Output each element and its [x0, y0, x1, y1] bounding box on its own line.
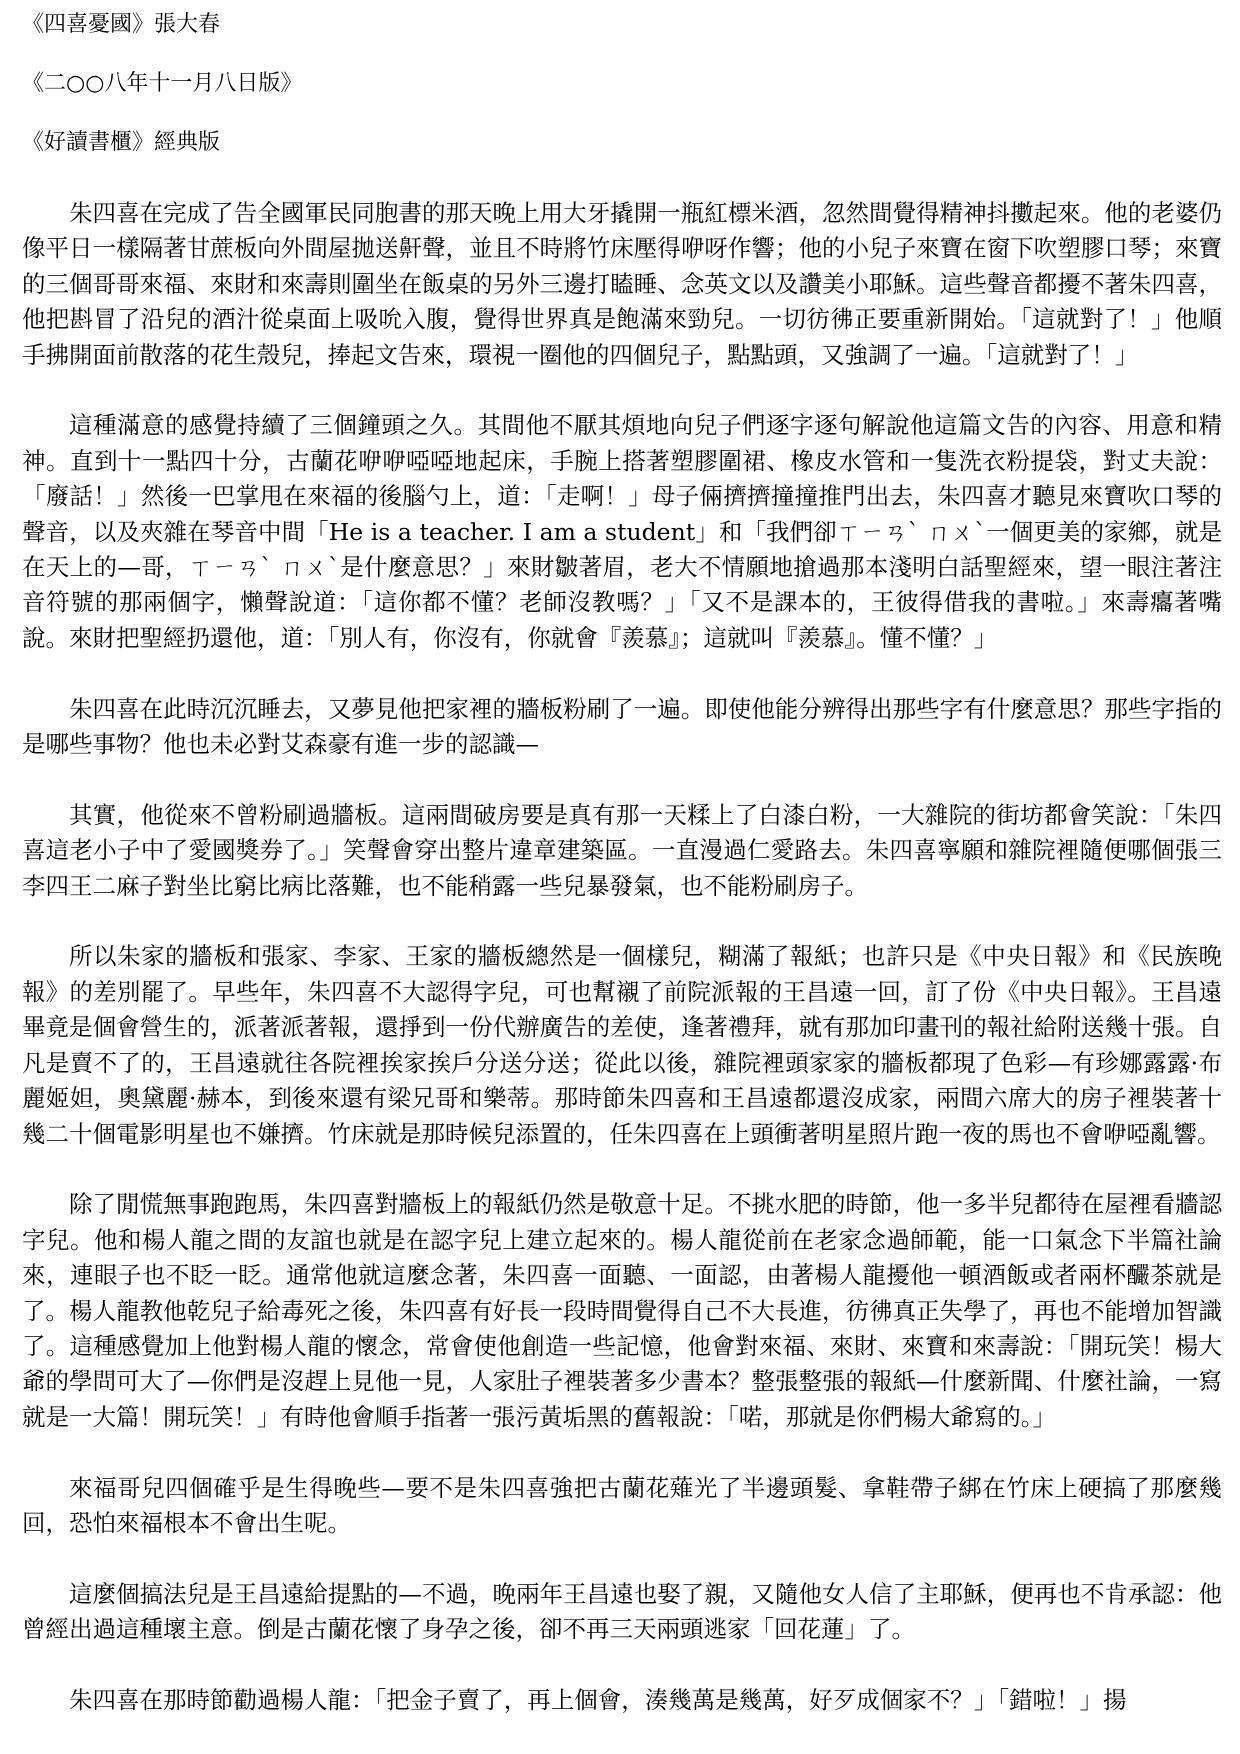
- source-line: 《好讀書櫃》經典版: [22, 130, 221, 155]
- paragraph: 其實，他從來不曾粉刷過牆板。這兩間破房要是真有那一天糅上了白漆白粉，一大雜院的街坊都會笑說：「朱四喜這老小子中了愛國獎券了。」笑聲會穿出整片違章建築區。一直漫過仁愛路去。朱四喜寧願和雜院裡隨便哪個張三李四王二麻子對坐比窮比病比落難，也不能稍露一些兒暴發氣，也不能粉刷房子。: [22, 800, 1222, 900]
- edition-date-line: 《二○○八年十一月八日版》: [22, 71, 303, 96]
- paragraph: 除了閒慌無事跑跑馬，朱四喜對牆板上的報紙仍然是敬意十足。不挑水肥的時節，他一多半兒都待在屋裡看牆認字兒。他和楊人龍之間的友誼也就是在認字兒上建立起來的。楊人龍從前在老家念過師範，能一口氣念下半篇社論來，連眼子也不眨一眨。通常他就這麼念著，朱四喜一面聽、一面認，由著楊人龍擾他一頓酒飯或者兩杯釅茶就是了。楊人龍教他乾兒子給毒死之後，朱四喜有好長一段時間覺得自己不大長進，彷彿真正失學了，再也不能增加智識了。這種感覺加上他對楊人龍的懷念，常會使他創造一些記憶，他會對來福、來財、來寶和來壽說：「開玩笑！楊大爺的學問可大了—你們是沒趕上見他一見，人家肚子裡裝著多少書本？整張整張的報紙—什麼新聞、什麼社論，一寫就是一大篇！開玩笑！」有時他會順手指著一張污黃垢黑的舊報說：「喏，那就是你們楊大爺寫的。」: [22, 1190, 1222, 1431]
- paragraph: 這種滿意的感覺持續了三個鐘頭之久。其間他不厭其煩地向兒子們逐字逐句解說他這篇文告的內容、用意和精神。直到十一點四十分，古蘭花咿咿啞啞地起床，手腕上搭著塑膠圍裙、橡皮水管和一隻洗衣粉提袋，對丈夫說：「廢話！」然後一巴掌甩在來福的後腦勺上，道：「走啊！」母子倆擠擠撞撞推門出去，朱四喜才聽見來寶吹口琴的聲音，以及夾雜在琴音中間「He is a teacher. I am a student」和「我們卻ㄒㄧㄢˋ ㄇㄨˋ一個更美的家鄉，就是在天上的—哥，ㄒㄧㄢˋ ㄇㄨˋ是什麼意思？」來財皺著眉，老大不情願地搶過那本淺明白話聖經來，望一眼注著注音符號的那兩個字，懶聲說道：「這你都不懂？老師沒教嗎？」「又不是課本的，王彼得借我的書啦。」來壽癟著嘴說。來財把聖經扔還他，道：「別人有，你沒有，你就會『羨慕』；這就叫『羨慕』。懂不懂？」: [22, 411, 1222, 652]
- paragraph: 朱四喜在那時節勸過楊人龍：「把金子賣了，再上個會，湊幾萬是幾萬，好歹成個家不？」「錯啦！」揚: [69, 1685, 1127, 1714]
- title-author-line: 《四喜憂國》張大春: [22, 12, 221, 37]
- document-body: [22, 196, 1222, 1718]
- paragraph: 朱四喜在此時沉沉睡去，又夢見他把家裡的牆板粉刷了一遍。即使他能分辨得出那些字有什麼意思？那些字指的是哪些事物？他也未必對艾森豪有進一步的認識—: [22, 694, 1222, 759]
- paragraph: 朱四喜在完成了告全國軍民同胞書的那天晚上用大牙撬開一瓶紅標米酒，忽然間覺得精神抖擻起來。他的老婆仍像平日一樣隔著甘蔗板向外間屋拋送鼾聲，並且不時將竹床壓得咿呀作響；他的小兒子來寶在窗下吹塑膠口琴；來寶的三個哥哥來福、來財和來壽則圍坐在飯桌的另外三邊打瞌睡、念英文以及讚美小耶穌。這些聲音都擾不著朱四喜，他把斟冒了沿兒的酒汁從桌面上吸吮入腹，覺得世界真是飽滿來勁兒。一切彷彿正要重新開始。「這就對了！」他順手拂開面前散落的花生殼兒，捧起文告來，環視一圈他的四個兒子，點點頭，又強調了一遍。「這就對了！」: [22, 199, 1222, 369]
- paragraph: 這麼個搞法兒是王昌遠給提點的—不過，晚兩年王昌遠也娶了親，又隨他女人信了主耶穌，便再也不肯承認：他曾經出過這種壞主意。倒是古蘭花懷了身孕之後，卻不再三天兩頭逃家「回花蓮」了。: [22, 1579, 1222, 1644]
- paragraph: 來福哥兒四個確乎是生得晚些—要不是朱四喜強把古蘭花薙光了半邊頭髮、拿鞋帶子綁在竹床上硬搞了那麼幾回，恐怕來福根本不會出生呢。: [22, 1473, 1222, 1537]
- paragraph: 所以朱家的牆板和張家、李家、王家的牆板總然是一個樣兒，糊滿了報紙；也許只是《中央日報》和《民族晚報》的差別罷了。早些年，朱四喜不大認得字兒，可也幫襯了前院派報的王昌遠一回，訂了份《中央日報》。王昌遠畢竟是個會營生的，派著派著報，還掙到一份代辦廣告的差使，逢著禮拜，就有那加印畫刊的報社給附送幾十張。自凡是賣不了的，王昌遠就往各院裡挨家挨戶分送分送；從此以後，雜院裡頭家家的牆板都現了色彩—有珍娜露露·布麗姬妲，奧黛麗·赫本，到後來還有梁兄哥和樂蒂。那時節朱四喜和王昌遠都還沒成家，兩間六席大的房子裡裝著十幾二十個電影明星也不嫌擠。竹床就是那時候兒添置的，任朱四喜在上頭衝著明星照片跑一夜的馬也不會咿啞亂響。: [22, 942, 1222, 1148]
- document-header: [22, 10, 1222, 187]
